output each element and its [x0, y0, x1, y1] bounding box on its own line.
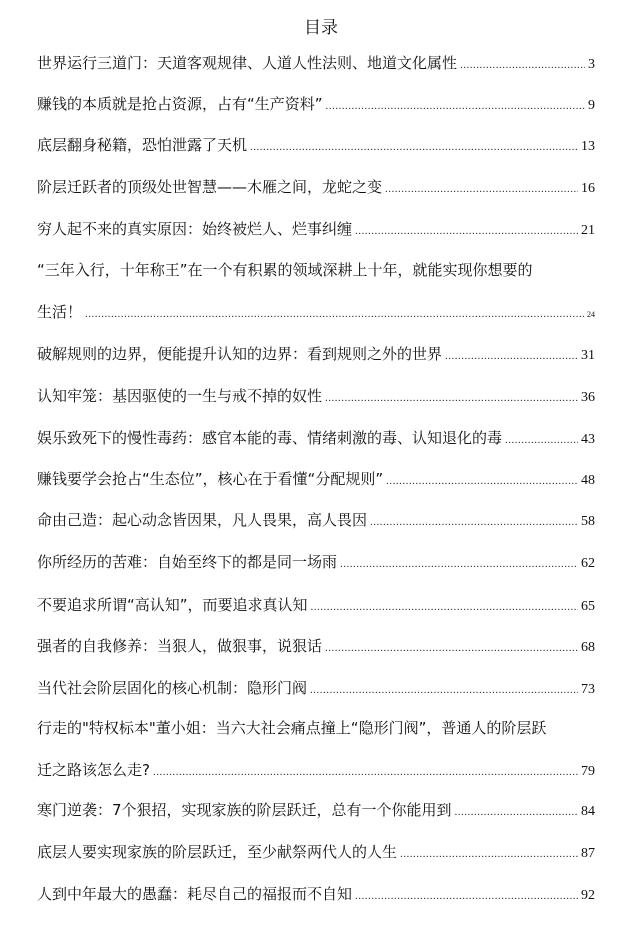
- toc-entry-8: [37, 384, 595, 408]
- toc-entry-text: 强者的自我修养：当狠人，做狠事，说狠话: [37, 637, 323, 655]
- toc-entry-text: 世界运行三道门：天道客观规律、人道人性法则、地道文化属性: [37, 54, 458, 72]
- toc-entry-13: [37, 593, 595, 617]
- dot-leader: [386, 469, 578, 493]
- toc-entry-2: [37, 92, 595, 116]
- toc-entry-19: [37, 882, 595, 906]
- dot-leader: [455, 800, 578, 824]
- dot-leader: [400, 842, 578, 866]
- toc-entry-text: 认知牢笼：基因驱使的一生与戒不掉的奴性: [37, 387, 323, 405]
- toc-entry-11: [37, 508, 595, 532]
- toc-entry-3: [37, 133, 595, 157]
- toc-entry-text: 当代社会阶层固化的核心机制：隐形门阀: [37, 679, 308, 697]
- toc-entry-5: [37, 217, 595, 241]
- toc-entry-9: [37, 426, 595, 450]
- toc-entry-text: 人到中年最大的愚蠢：耗尽自己的福报而不自知: [37, 885, 353, 903]
- toc-entry-16: [37, 758, 595, 782]
- toc-entry-page: 73: [581, 682, 595, 697]
- dot-leader: [325, 636, 578, 660]
- toc-entry-page: 21: [581, 223, 595, 238]
- toc-entry-text: 底层人要实现家族的阶层跃迁，至少献祭两代人的人生: [37, 843, 398, 861]
- toc-entry-page: 36: [581, 390, 595, 405]
- toc-entry-7: [37, 342, 595, 366]
- toc-entry-4: [37, 175, 595, 199]
- toc-entry-page: 87: [581, 846, 595, 861]
- toc-entry-page: 24: [587, 310, 595, 319]
- dot-leader: [250, 135, 578, 159]
- toc-entry-text: 命由己造：起心动念皆因果，凡人畏果，高人畏因: [37, 511, 368, 529]
- toc-entry-17: [37, 798, 595, 822]
- dot-leader: [385, 177, 578, 201]
- dot-leader: [370, 510, 578, 534]
- toc-entry-page: 79: [581, 764, 595, 779]
- toc-entry-page: 65: [581, 599, 595, 614]
- toc-entry-page: 13: [581, 139, 595, 154]
- toc-entry-text: 不要追求所谓“高认知”，而要追求真认知: [37, 596, 308, 614]
- toc-entry-6-line1: “三年入行，十年称王”在一个有积累的领域深耕上十年，就能实现你想要的: [37, 261, 533, 279]
- toc-entry-14: [37, 634, 595, 658]
- toc-entry-text: 迁之路该怎么走?: [37, 761, 150, 779]
- toc-entry-16-line1: 行走的"特权标本"董小姐：当六大社会痛点撞上“隐形门阀”，普通人的阶层跃: [37, 719, 547, 737]
- dot-leader: [326, 94, 585, 118]
- toc-entry-page: 31: [581, 348, 595, 363]
- toc-entry-text: 生活！: [37, 303, 83, 321]
- dot-leader: [340, 552, 578, 576]
- toc-entry-text: 底层翻身秘籍，恐怕泄露了天机: [37, 136, 248, 154]
- toc-entry-1: [37, 51, 595, 75]
- toc-entry-page: 48: [581, 473, 595, 488]
- toc-entry-page: 92: [581, 888, 595, 903]
- dot-leader: [355, 219, 578, 243]
- dot-leader: [153, 760, 578, 784]
- toc-entry-text: 寒门逆袭：7个狠招，实现家族的阶层跃迁，总有一个你能用到: [37, 801, 452, 819]
- dot-leader: [311, 595, 578, 619]
- toc-title: 目录: [304, 18, 338, 38]
- toc-entry-page: 43: [581, 432, 595, 447]
- toc-entry-page: 84: [581, 804, 595, 819]
- dot-leader: [310, 678, 578, 702]
- toc-entry-text: 娱乐致死下的慢性毒药：感官本能的毒、情绪刺激的毒、认知退化的毒: [37, 429, 503, 447]
- toc-entry-10: [37, 467, 595, 491]
- toc-entry-18: [37, 840, 595, 864]
- toc-entry-page: 9: [588, 98, 595, 113]
- toc-entry-text: 你所经历的苦难：自始至终下的都是同一场雨: [37, 553, 338, 571]
- toc-entry-text: 赚钱的本质就是抢占资源，占有“生产资料”: [37, 95, 323, 113]
- toc-entry-text: 赚钱要学会抢占“生态位”，核心在于看懂“分配规则”: [37, 470, 384, 488]
- toc-entry-text: 阶层迁跃者的顶级处世智慧——木雁之间，龙蛇之变: [37, 178, 383, 196]
- dot-leader: [460, 53, 585, 77]
- toc-entry-page: 68: [581, 640, 595, 655]
- dot-leader: [325, 386, 578, 410]
- toc-entry-text: 穷人起不来的真实原因：始终被烂人、烂事纠缠: [37, 220, 353, 238]
- dot-leader: [85, 302, 584, 326]
- toc-entry-15: [37, 676, 595, 700]
- toc-entry-page: 62: [581, 556, 595, 571]
- toc-entry-page: 58: [581, 514, 595, 529]
- toc-entry-text: 破解规则的边界，便能提升认知的边界：看到规则之外的世界: [37, 345, 443, 363]
- toc-entry-page: 16: [581, 181, 595, 196]
- dot-leader: [505, 428, 578, 452]
- toc-entry-6: [37, 300, 595, 324]
- toc-entry-12: [37, 550, 595, 574]
- dot-leader: [355, 884, 578, 908]
- toc-entry-page: 3: [588, 57, 595, 72]
- dot-leader: [445, 344, 578, 368]
